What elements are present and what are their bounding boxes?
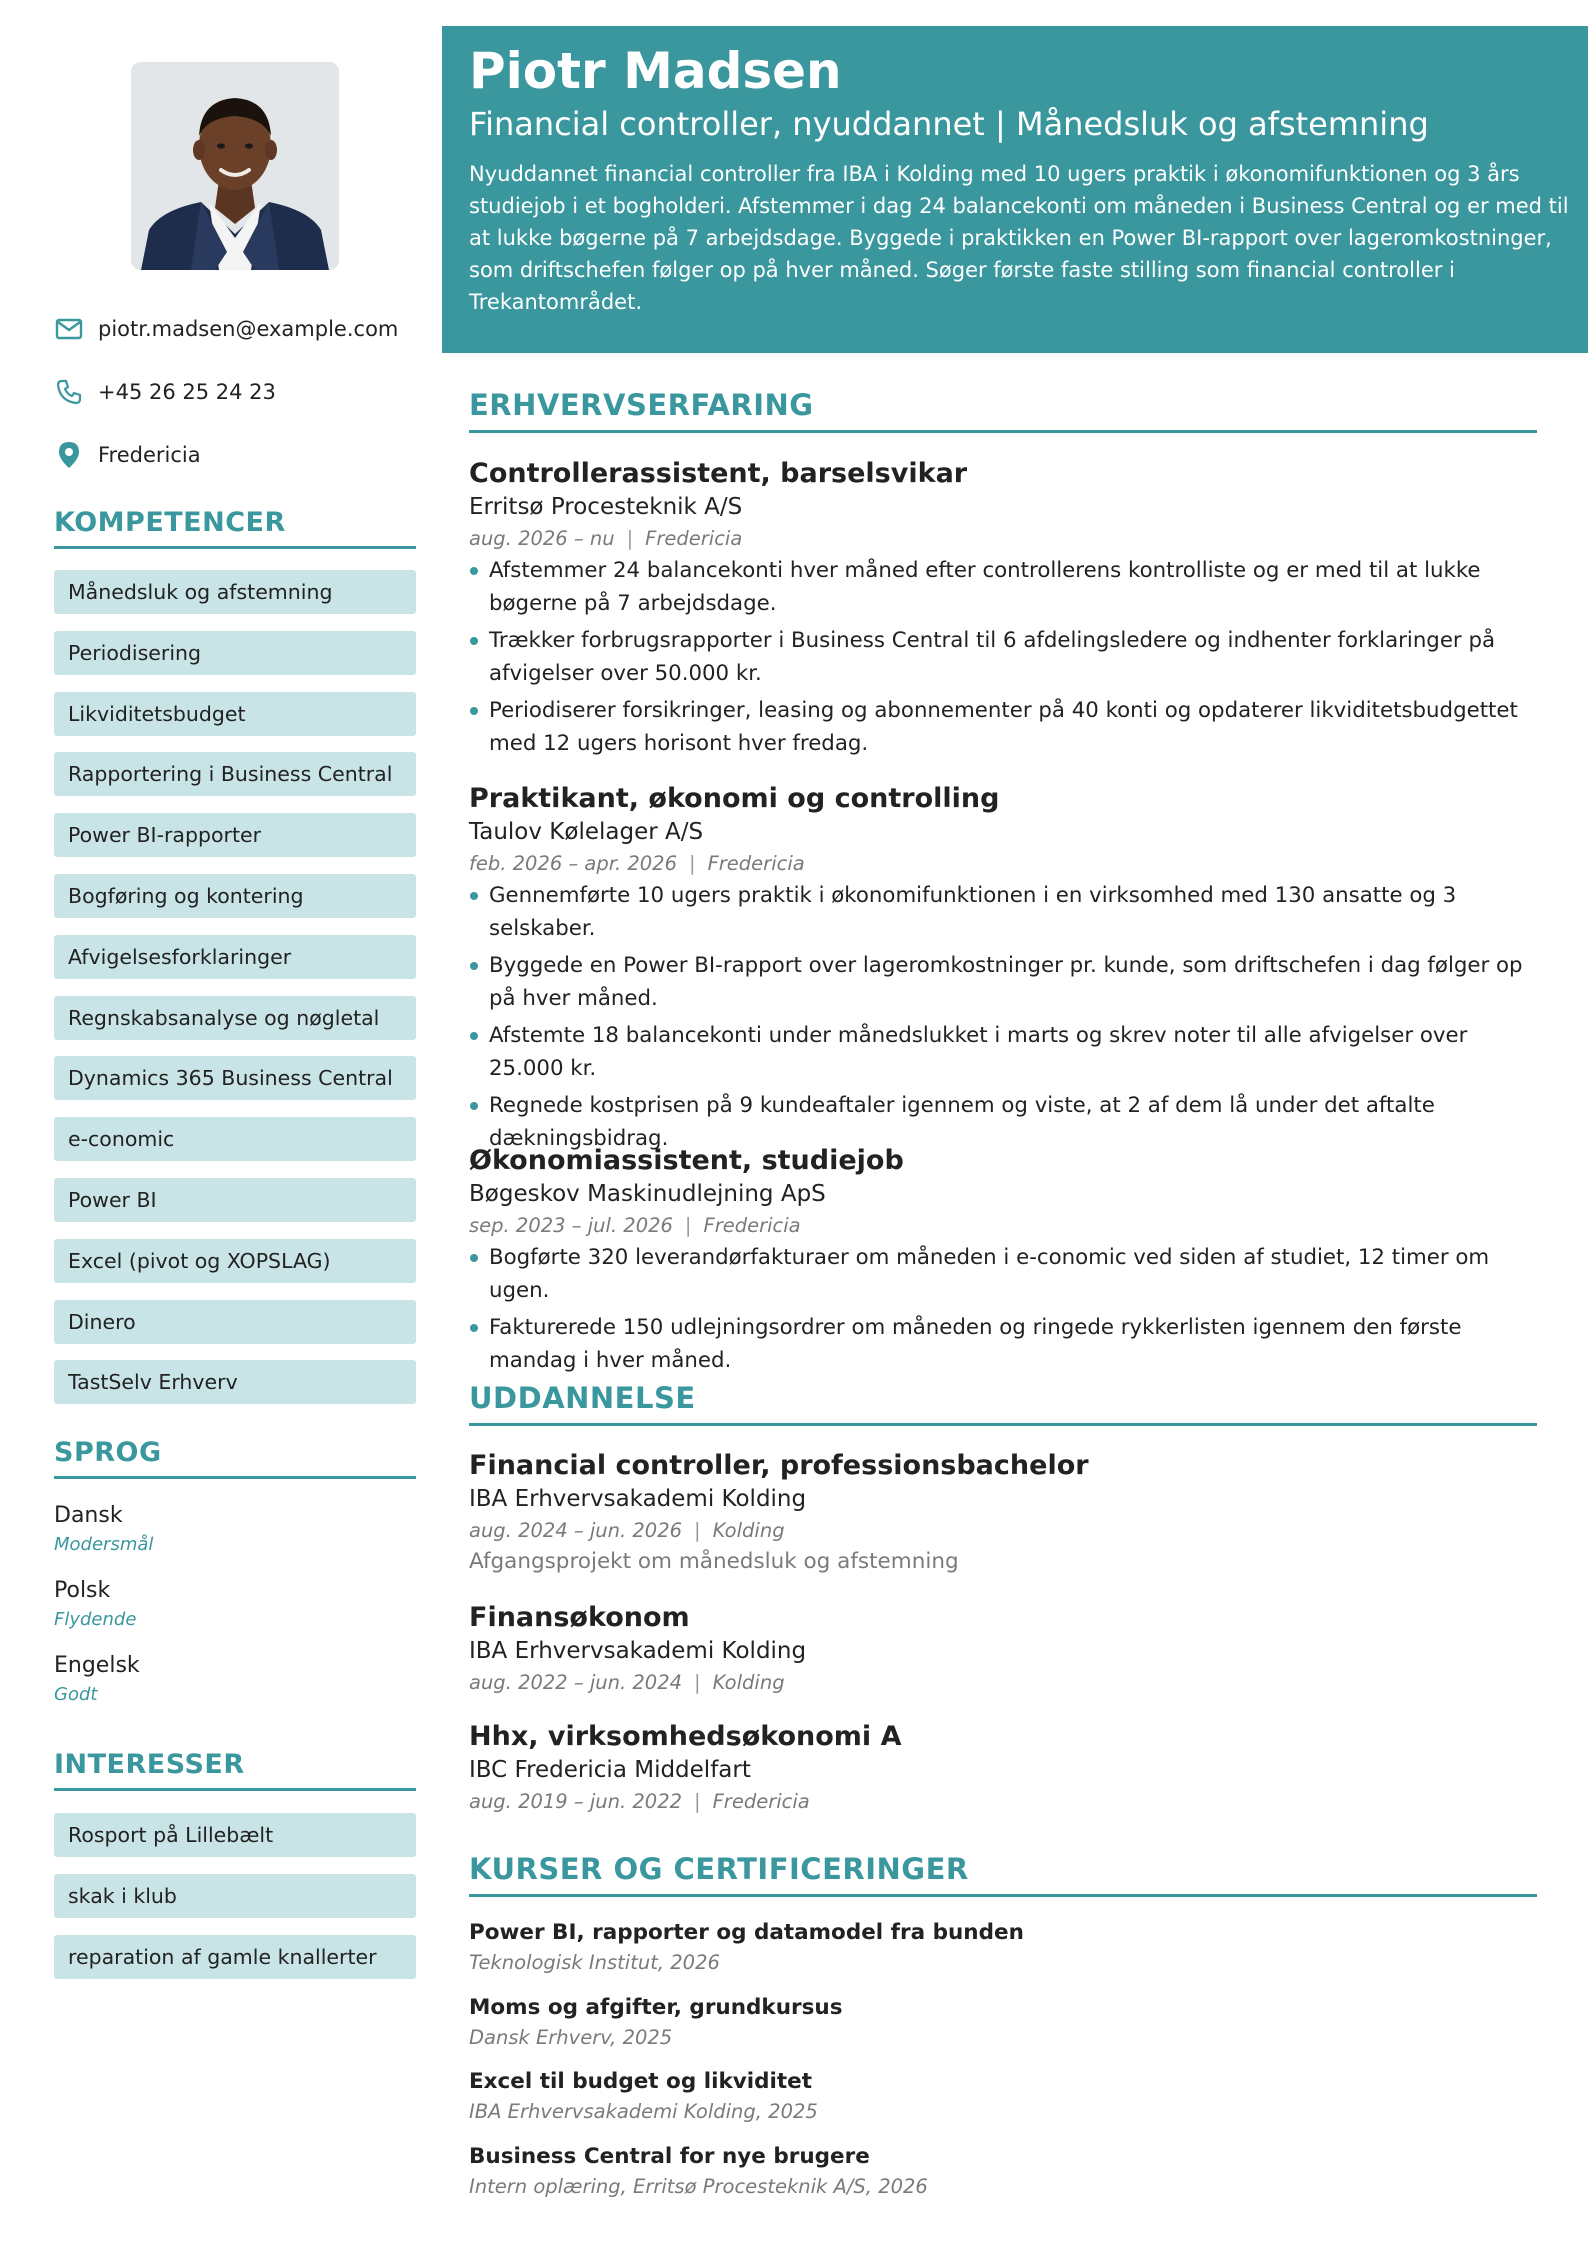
skill-tag: e-conomic xyxy=(54,1117,416,1161)
course-title: Business Central for nye brugere xyxy=(469,2144,870,2169)
courses-heading: KURSER OG CERTIFICERINGER xyxy=(469,1852,1537,1897)
job-title: Økonomiassistent, studiejob xyxy=(469,1145,904,1176)
skill-tag: Excel (pivot og XOPSLAG) xyxy=(54,1239,416,1283)
skill-tag: Regnskabsanalyse og nøgletal xyxy=(54,996,416,1040)
degree-title: Finansøkonom xyxy=(469,1602,690,1633)
education-entry xyxy=(469,1448,1537,1577)
job-meta: sep. 2023 – jul. 2026 | Fredericia xyxy=(469,1214,801,1237)
skills-heading: KOMPETENCER xyxy=(54,507,416,549)
language-item xyxy=(54,1576,416,1651)
skill-tag: Bogføring og kontering xyxy=(54,874,416,918)
course-entry xyxy=(469,1917,1537,1978)
job-entry xyxy=(469,781,1537,1159)
job-bullet: Byggede en Power BI-rapport over lageromkostninger pr. kunde, som driftschefen i dag følger op på hver måned. xyxy=(469,949,1537,1015)
job-meta: feb. 2026 – apr. 2026 | Fredericia xyxy=(469,852,805,875)
job-bullet: Regnede kostprisen på 9 kundeaftaler igennem og viste, at 2 af dem lå under det aftalte dækningsbidrag. xyxy=(469,1089,1537,1155)
job-bullet: Fakturerede 150 udlejningsordrer om måneden og ringede rykkerlisten igennem den første mandag i hver måned. xyxy=(469,1311,1537,1377)
skill-tag: Power BI-rapporter xyxy=(54,813,416,857)
profile-photo xyxy=(131,62,339,270)
course-entry xyxy=(469,2141,1537,2202)
language-item xyxy=(54,1651,416,1726)
school-name: IBA Erhvervsakademi Kolding xyxy=(469,1486,807,1512)
course-meta: Dansk Erhverv, 2025 xyxy=(469,2026,673,2049)
job-bullet: Periodiserer forsikringer, leasing og abonnementer på 40 konti og opdaterer likviditetsbudgettet med 12 ugers horisont hver fredag. xyxy=(469,694,1537,760)
language-level: Flydende xyxy=(54,1609,137,1630)
course-meta: Teknologisk Institut, 2026 xyxy=(469,1951,720,1974)
education-entry xyxy=(469,1719,1537,1817)
contact-email[interactable] xyxy=(54,314,416,344)
skill-tag: Periodisering xyxy=(54,631,416,675)
skill-tag: Rapportering i Business Central xyxy=(54,752,416,796)
email-text: piotr.madsen@example.com xyxy=(98,317,399,341)
course-entry xyxy=(469,1992,1537,2053)
job-company: Erritsø Procesteknik A/S xyxy=(469,494,743,520)
job-entry xyxy=(469,456,1537,764)
job-bullet: Bogførte 320 leverandørfakturaer om måneden i e-conomic ved siden af studiet, 12 timer om ugen. xyxy=(469,1241,1537,1307)
education-location: Fredericia xyxy=(712,1790,810,1813)
education-heading: UDDANNELSE xyxy=(469,1381,1537,1426)
skill-tag: Power BI xyxy=(54,1178,416,1222)
phone-icon xyxy=(54,377,84,407)
education-location: Kolding xyxy=(712,1671,785,1694)
languages-list xyxy=(54,1501,416,1726)
interest-tag: Rosport på Lillebælt xyxy=(54,1813,416,1857)
skills-list xyxy=(54,570,416,1421)
contact-phone[interactable] xyxy=(54,377,416,407)
job-company: Taulov Kølelager A/S xyxy=(469,819,704,845)
candidate-headline: Financial controller, nyuddannet | Månedsluk og afstemning xyxy=(469,105,1429,143)
course-title: Excel til budget og likviditet xyxy=(469,2069,813,2094)
course-title: Moms og afgifter, grundkursus xyxy=(469,1995,843,2020)
interests-list xyxy=(54,1813,416,1995)
job-company: Bøgeskov Maskinudlejning ApS xyxy=(469,1181,826,1207)
education-note: Afgangsprojekt om månedsluk og afstemning xyxy=(469,1549,959,1574)
language-name: Engelsk xyxy=(54,1653,140,1678)
education-entry xyxy=(469,1600,1537,1698)
language-name: Polsk xyxy=(54,1578,111,1603)
skill-tag: Dynamics 365 Business Central xyxy=(54,1056,416,1100)
job-dates: feb. 2026 – apr. 2026 xyxy=(469,852,677,875)
skill-tag: Dinero xyxy=(54,1300,416,1344)
course-title: Power BI, rapporter og datamodel fra bunden xyxy=(469,1920,1024,1945)
job-bullets xyxy=(469,554,1537,760)
skill-tag: Månedsluk og afstemning xyxy=(54,570,416,614)
degree-title: Financial controller, professionsbachelor xyxy=(469,1450,1089,1481)
job-bullet: Afstemmer 24 balancekonti hver måned efter controllerens kontrolliste og er med til at lukke bøgerne på 7 arbejdsdage. xyxy=(469,554,1537,620)
skill-tag: Afvigelsesforklaringer xyxy=(54,935,416,979)
location-text: Fredericia xyxy=(98,443,201,467)
contact-location xyxy=(54,440,416,470)
job-dates: sep. 2023 – jul. 2026 xyxy=(469,1214,673,1237)
candidate-name: Piotr Madsen xyxy=(469,42,842,100)
job-location: Fredericia xyxy=(645,527,743,550)
education-dates: aug. 2022 – jun. 2024 xyxy=(469,1671,683,1694)
job-bullet: Gennemførte 10 ugers praktik i økonomifunktionen i en virksomhed med 130 ansatte og 3 selskaber. xyxy=(469,879,1537,945)
language-name: Dansk xyxy=(54,1503,123,1528)
job-title: Praktikant, økonomi og controlling xyxy=(469,783,1000,814)
course-meta: Intern oplæring, Erritsø Procesteknik A/S, 2026 xyxy=(469,2175,928,2198)
course-meta: IBA Erhvervsakademi Kolding, 2025 xyxy=(469,2100,818,2123)
job-location: Fredericia xyxy=(703,1214,801,1237)
language-item xyxy=(54,1501,416,1576)
language-level: Godt xyxy=(54,1684,98,1705)
education-location: Kolding xyxy=(712,1519,785,1542)
education-dates: aug. 2019 – jun. 2022 xyxy=(469,1790,683,1813)
header-banner xyxy=(442,26,1588,353)
job-location: Fredericia xyxy=(707,852,805,875)
job-meta: aug. 2026 – nu | Fredericia xyxy=(469,527,743,550)
education-meta: aug. 2024 – jun. 2026 | Kolding xyxy=(469,1519,785,1542)
phone-text: +45 26 25 24 23 xyxy=(98,380,276,404)
job-bullet: Afstemte 18 balancekonti under månedslukket i marts og skrev noter til alle afvigelser over 25.000 kr. xyxy=(469,1019,1537,1085)
education-meta: aug. 2019 – jun. 2022 | Fredericia xyxy=(469,1790,810,1813)
education-dates: aug. 2024 – jun. 2026 xyxy=(469,1519,683,1542)
degree-title: Hhx, virksomhedsøkonomi A xyxy=(469,1721,902,1752)
language-level: Modersmål xyxy=(54,1534,154,1555)
location-pin-icon xyxy=(54,440,84,470)
mail-icon xyxy=(54,314,84,344)
interest-tag: skak i klub xyxy=(54,1874,416,1918)
skill-tag: TastSelv Erhverv xyxy=(54,1360,416,1404)
job-bullets xyxy=(469,879,1537,1155)
course-entry xyxy=(469,2066,1537,2127)
school-name: IBA Erhvervsakademi Kolding xyxy=(469,1638,807,1664)
languages-heading: SPROG xyxy=(54,1437,416,1479)
interest-tag: reparation af gamle knallerter xyxy=(54,1935,416,1979)
job-bullets xyxy=(469,1241,1537,1377)
education-meta: aug. 2022 – jun. 2024 | Kolding xyxy=(469,1671,785,1694)
job-entry xyxy=(469,1143,1537,1381)
interests-heading: INTERESSER xyxy=(54,1749,416,1791)
person-portrait-image xyxy=(131,62,339,270)
experience-heading: ERHVERVSERFARING xyxy=(469,388,1537,433)
school-name: IBC Fredericia Middelfart xyxy=(469,1757,751,1783)
profile-summary: Nyuddannet financial controller fra IBA i Kolding med 10 ugers praktik i økonomifunktionen og 3 års studiejob i et bogholderi. Afstemmer i dag 24 balancekonti om måneden i Business Central og er med til at lukke bøgerne på 7 arbejdsdage. Byggede i praktikken en Power BI-rapport over lageromkostninger, som driftschefen følger op på hver måned. Søger første faste stilling som financial controller i Trekantområdet. xyxy=(469,162,1569,314)
job-title: Controllerassistent, barselsvikar xyxy=(469,458,968,489)
job-dates: aug. 2026 – nu xyxy=(469,527,615,550)
job-bullet: Trækker forbrugsrapporter i Business Central til 6 afdelingsledere og indhenter forklaringer på afvigelser over 50.000 kr. xyxy=(469,624,1537,690)
skill-tag: Likviditetsbudget xyxy=(54,692,416,736)
